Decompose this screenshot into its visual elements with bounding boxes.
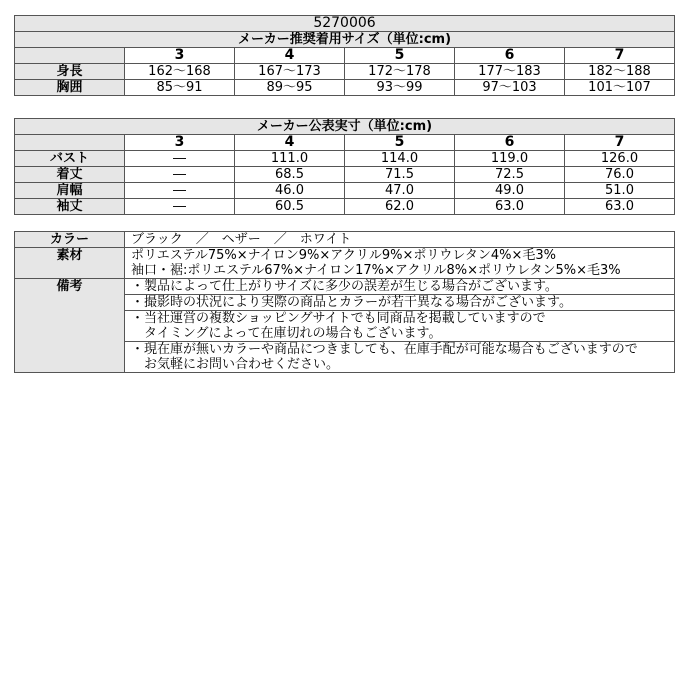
size-header: 3 [125, 135, 235, 151]
cell-value: 51.0 [565, 183, 675, 199]
cell-value: 93～99 [345, 80, 455, 96]
cell-value: 60.5 [235, 199, 345, 215]
actual-measurement-table [14, 118, 675, 215]
size-header-blank [15, 48, 125, 64]
recommended-size-table [14, 15, 675, 96]
cell-value: 97～103 [455, 80, 565, 96]
size-header: 3 [125, 48, 235, 64]
product-info-table [14, 231, 675, 373]
cell-value: 71.5 [345, 167, 455, 183]
cell-value: 46.0 [235, 183, 345, 199]
cell-value: 85～91 [125, 80, 235, 96]
row-label-shoulder: 肩幅 [15, 183, 125, 199]
recommended-size-title: メーカー推奨着用サイズ（単位:cm) [15, 32, 675, 48]
cell-value: 182～188 [565, 64, 675, 80]
table-row [15, 199, 675, 215]
cell-value: ― [125, 183, 235, 199]
note-item [125, 311, 675, 342]
cell-value: 72.5 [455, 167, 565, 183]
cell-value: 167～173 [235, 64, 345, 80]
cell-value: ― [125, 151, 235, 167]
size-header: 6 [455, 135, 565, 151]
cell-value: 119.0 [455, 151, 565, 167]
product-code: 5270006 [15, 16, 675, 32]
note-line: ・製品によって仕上がりサイズに多少の誤差が生じる場合がございます。 [131, 279, 558, 294]
note-line: お気軽にお問い合わせください。 [131, 357, 340, 372]
color-value: ブラック ／ ヘザー ／ ホワイト [125, 232, 675, 248]
actual-measurement-title: メーカー公表実寸（単位:cm) [15, 119, 675, 135]
table-row [15, 183, 675, 199]
cell-value: ― [125, 199, 235, 215]
size-header: 5 [345, 48, 455, 64]
note-item [125, 295, 675, 311]
size-header: 4 [235, 48, 345, 64]
table-row [15, 151, 675, 167]
table-row [15, 248, 675, 264]
row-label-chest: 胸囲 [15, 80, 125, 96]
notes-label: 備考 [15, 279, 125, 373]
cell-value: 63.0 [455, 199, 565, 215]
size-header: 7 [565, 48, 675, 64]
note-line: タイミングによって在庫切れの場合もございます。 [131, 326, 442, 341]
color-label: カラー [15, 232, 125, 248]
cell-value: 101～107 [565, 80, 675, 96]
cell-value: 89～95 [235, 80, 345, 96]
table-row [15, 80, 675, 96]
cell-value: 47.0 [345, 183, 455, 199]
table-row [15, 167, 675, 183]
material-line: ポリエステル75%×ナイロン9%×アクリル9%×ポリウレタン4%×毛3% [125, 248, 675, 264]
cell-value: 62.0 [345, 199, 455, 215]
cell-value: 114.0 [345, 151, 455, 167]
cell-value: 49.0 [455, 183, 565, 199]
table-row [15, 64, 675, 80]
row-label-sleeve: 袖丈 [15, 199, 125, 215]
note-item [125, 279, 675, 295]
note-line: ・現在庫が無いカラーや商品につきましても、在庫手配が可能な場合もございますので [131, 342, 638, 357]
table-row [15, 279, 675, 295]
row-label-bust: バスト [15, 151, 125, 167]
cell-value: ― [125, 167, 235, 183]
row-label-length: 着丈 [15, 167, 125, 183]
size-header: 6 [455, 48, 565, 64]
table-row [15, 232, 675, 248]
cell-value: 177～183 [455, 64, 565, 80]
size-header-blank [15, 135, 125, 151]
cell-value: 162～168 [125, 64, 235, 80]
cell-value: 68.5 [235, 167, 345, 183]
cell-value: 76.0 [565, 167, 675, 183]
cell-value: 172～178 [345, 64, 455, 80]
note-line: ・当社運営の複数ショッピングサイトでも同商品を掲載していますので [131, 311, 546, 326]
row-label-height: 身長 [15, 64, 125, 80]
cell-value: 111.0 [235, 151, 345, 167]
cell-value: 63.0 [565, 199, 675, 215]
material-line: 袖口・裾:ポリエステル67%×ナイロン17%×アクリル8%×ポリウレタン5%×毛3% [125, 263, 675, 279]
size-header: 5 [345, 135, 455, 151]
size-header: 7 [565, 135, 675, 151]
note-item [125, 342, 675, 373]
note-line: ・撮影時の状況により実際の商品とカラーが若干異なる場合がございます。 [131, 295, 572, 310]
material-label: 素材 [15, 248, 125, 279]
cell-value: 126.0 [565, 151, 675, 167]
size-header: 4 [235, 135, 345, 151]
